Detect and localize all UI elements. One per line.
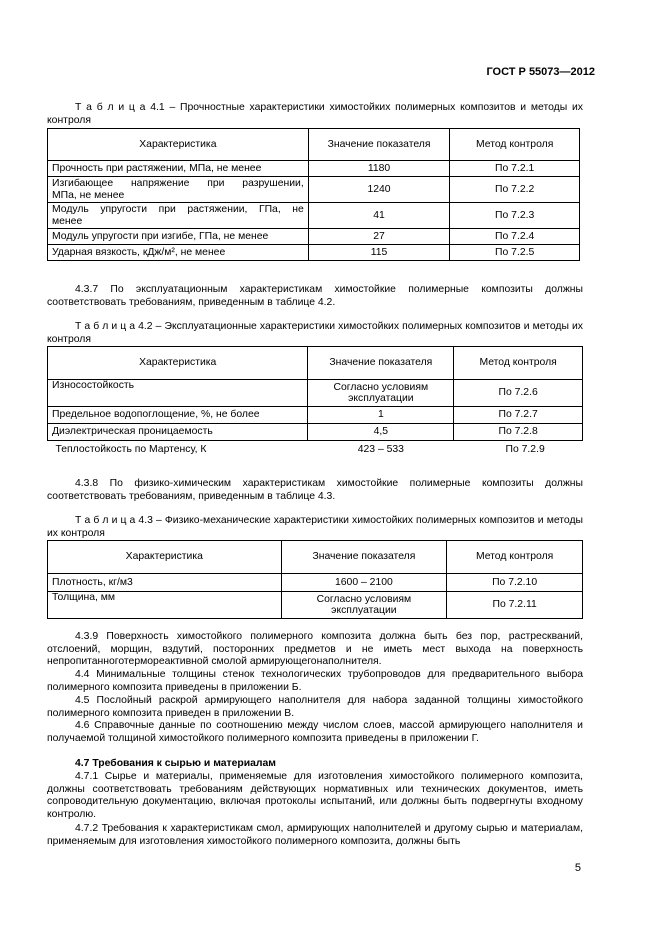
col-header: Метод контроля bbox=[454, 347, 583, 380]
paragraph-4-6: 4.6 Справочные данные по соотношению между числом слоев, массой армирующего наполнителя и получаемой толщиной химостойкого полимерного композита приведены в приложении Г. bbox=[47, 720, 583, 744]
name-line: МПа, не менее bbox=[52, 189, 125, 201]
standard-number: ГОСТ Р 55073—2012 bbox=[486, 66, 595, 78]
paragraph-4-7-2: 4.7.2 Требования к характеристикам смол, армирующих наполнителей и другому сырью и материалам, применяемым для изготовления химостойкого полимерного композита, должны быть bbox=[47, 823, 583, 847]
name-word: при bbox=[207, 178, 225, 189]
table-row bbox=[48, 245, 580, 261]
cell-method: По 7.2.6 bbox=[454, 380, 583, 407]
paragraph-4-4: 4.4 Минимальные толщины стенок технологических трубопроводов для предварительного выбора полимерного композита приведены в приложении Б. bbox=[47, 669, 583, 693]
table-4-1 bbox=[47, 128, 580, 261]
cell-method: По 7.2.3 bbox=[450, 203, 580, 229]
table-header-row bbox=[48, 347, 583, 380]
table-4-3 bbox=[47, 540, 583, 619]
name-word: Изгибающее bbox=[52, 178, 114, 189]
col-header: Характеристика bbox=[48, 347, 308, 380]
cell-name: Прочность при растяжении, МПа, не менее bbox=[48, 161, 309, 177]
cell-value: 1 bbox=[308, 407, 454, 424]
cell-name: Предельное водопоглощение, %, не более bbox=[48, 407, 308, 424]
cell-method: По 7.2.8 bbox=[454, 424, 583, 441]
cell-name: Диэлектрическая проницаемость bbox=[48, 424, 308, 441]
cell-name: Модуль упругости при изгибе, ГПа, не менее bbox=[48, 229, 309, 245]
cell-method: По 7.2.2 bbox=[450, 177, 580, 203]
cell-method: По 7.2.7 bbox=[454, 407, 583, 424]
paragraph-4-3-7: 4.3.7 По эксплуатационным характеристикам химостойкие полимерные композиты должны соответствовать требованиям, приведенным в таблице 4.2. bbox=[47, 284, 583, 308]
cell-value: 1180 bbox=[308, 161, 450, 177]
cell-name: Износостойкость bbox=[48, 380, 308, 407]
cell-method: По 7.2.10 bbox=[447, 574, 583, 592]
page-number: 5 bbox=[574, 862, 581, 874]
value-line: эксплуатации bbox=[331, 605, 397, 616]
cell-name bbox=[48, 177, 309, 203]
table-4-2-caption bbox=[47, 321, 583, 346]
table-row bbox=[48, 592, 583, 619]
caption-text: 4.2 – Эксплуатационные характеристики химостойких полимерных композитов и методы их контроля bbox=[47, 321, 583, 345]
col-header: Значение показателя bbox=[281, 541, 447, 574]
cell-value: 423 – 533 bbox=[357, 443, 404, 455]
table-4-2 bbox=[47, 346, 583, 458]
paragraph-4-5: 4.5 Послойный раскрой армирующего наполнителя для набора заданной толщины химостойкого полимерного композита приведен в приложении В. bbox=[47, 695, 583, 719]
heading-4-7: 4.7 Требования к сырью и материалам bbox=[75, 758, 276, 769]
paragraph-4-3-8: 4.3.8 По физико-химическим характеристикам химостойкие полимерные композиты должны соответствовать требованиям, приведенным в таблице 4.3. bbox=[47, 478, 583, 502]
cell-value: 41 bbox=[308, 203, 450, 229]
cell-name: Ударная вязкость, кДж/м², не менее bbox=[48, 245, 309, 261]
caption-text: 4.3 – Физико-механические характеристики химостойких полимерных композитов и методы их контроля bbox=[47, 515, 584, 539]
table-4-1-caption bbox=[47, 102, 583, 127]
cell-value: 1240 bbox=[308, 177, 450, 203]
cell-value bbox=[308, 380, 454, 407]
caption-prefix: Т а б л и ц а bbox=[75, 102, 146, 113]
value-line: эксплуатации bbox=[348, 393, 414, 404]
justified-line bbox=[52, 178, 304, 190]
cell-method: По 7.2.5 bbox=[450, 245, 580, 261]
cell-value: 115 bbox=[308, 245, 450, 261]
table-row bbox=[48, 407, 583, 424]
table-row bbox=[48, 229, 580, 245]
table-row bbox=[48, 203, 580, 229]
caption-prefix: Т а б л и ц а bbox=[75, 515, 136, 526]
cell-value: 1600 – 2100 bbox=[281, 574, 447, 592]
caption-prefix: Т а б л и ц а bbox=[75, 321, 136, 332]
col-header: Значение показателя bbox=[308, 129, 450, 161]
cell-method: По 7.2.9 bbox=[505, 443, 545, 455]
name-word: разрушении, bbox=[242, 178, 304, 189]
cell-value: 27 bbox=[308, 229, 450, 245]
col-header: Метод контроля bbox=[447, 541, 583, 574]
col-header: Характеристика bbox=[48, 541, 282, 574]
cell-value: 4,5 bbox=[308, 424, 454, 441]
cell-name: Теплостойкость по Мартенсу, К bbox=[55, 443, 207, 455]
table-header-row bbox=[48, 129, 580, 161]
col-header: Характеристика bbox=[48, 129, 309, 161]
cell-method: По 7.2.4 bbox=[450, 229, 580, 245]
col-header: Значение показателя bbox=[308, 347, 454, 380]
table-row bbox=[48, 424, 583, 441]
caption-text: 4.1 – Прочностные характеристики химостойких полимерных композитов и методы их контроля bbox=[47, 102, 583, 126]
name-line: Модуль упругости при растяжении, ГПа, не bbox=[52, 204, 304, 215]
table-row bbox=[48, 161, 580, 177]
table-4-3-caption bbox=[47, 515, 583, 540]
value-line: Согласно условиям bbox=[316, 593, 412, 605]
cell-method: По 7.2.11 bbox=[447, 592, 583, 619]
cell-value bbox=[281, 592, 447, 619]
paragraph-4-7-1: 4.7.1 Сырье и материалы, применяемые для изготовления химостойкого полимерного композита, должны соответствовать требованиям действующих нормативных или технических документов, иметь сопроводительную документацию, включая протоколы испытаний, или должны быть подвергнуты входному контролю. bbox=[47, 771, 583, 820]
table-row bbox=[48, 380, 583, 407]
name-line: менее bbox=[52, 215, 83, 227]
cell-method: По 7.2.1 bbox=[450, 161, 580, 177]
table-row bbox=[48, 441, 583, 458]
table-header-row bbox=[48, 541, 583, 574]
paragraph-4-3-9: 4.3.9 Поверхность химостойкого полимерного композита должна быть без пор, растрескваний, отслоений, морщин, вздутий, посторонних предметов и не иметь мест выхода на поверхность непропитанноготермореактивной смолой армирующегонаполнителя. bbox=[47, 631, 583, 668]
cell-name: Толщина, мм bbox=[48, 592, 282, 619]
table-row bbox=[48, 177, 580, 203]
name-word: напряжение bbox=[130, 178, 190, 189]
table-row bbox=[48, 574, 583, 592]
cell-name: Плотность, кг/м3 bbox=[48, 574, 282, 592]
col-header: Метод контроля bbox=[450, 129, 580, 161]
value-line: Согласно условиям bbox=[333, 381, 429, 393]
cell-name bbox=[48, 203, 309, 229]
